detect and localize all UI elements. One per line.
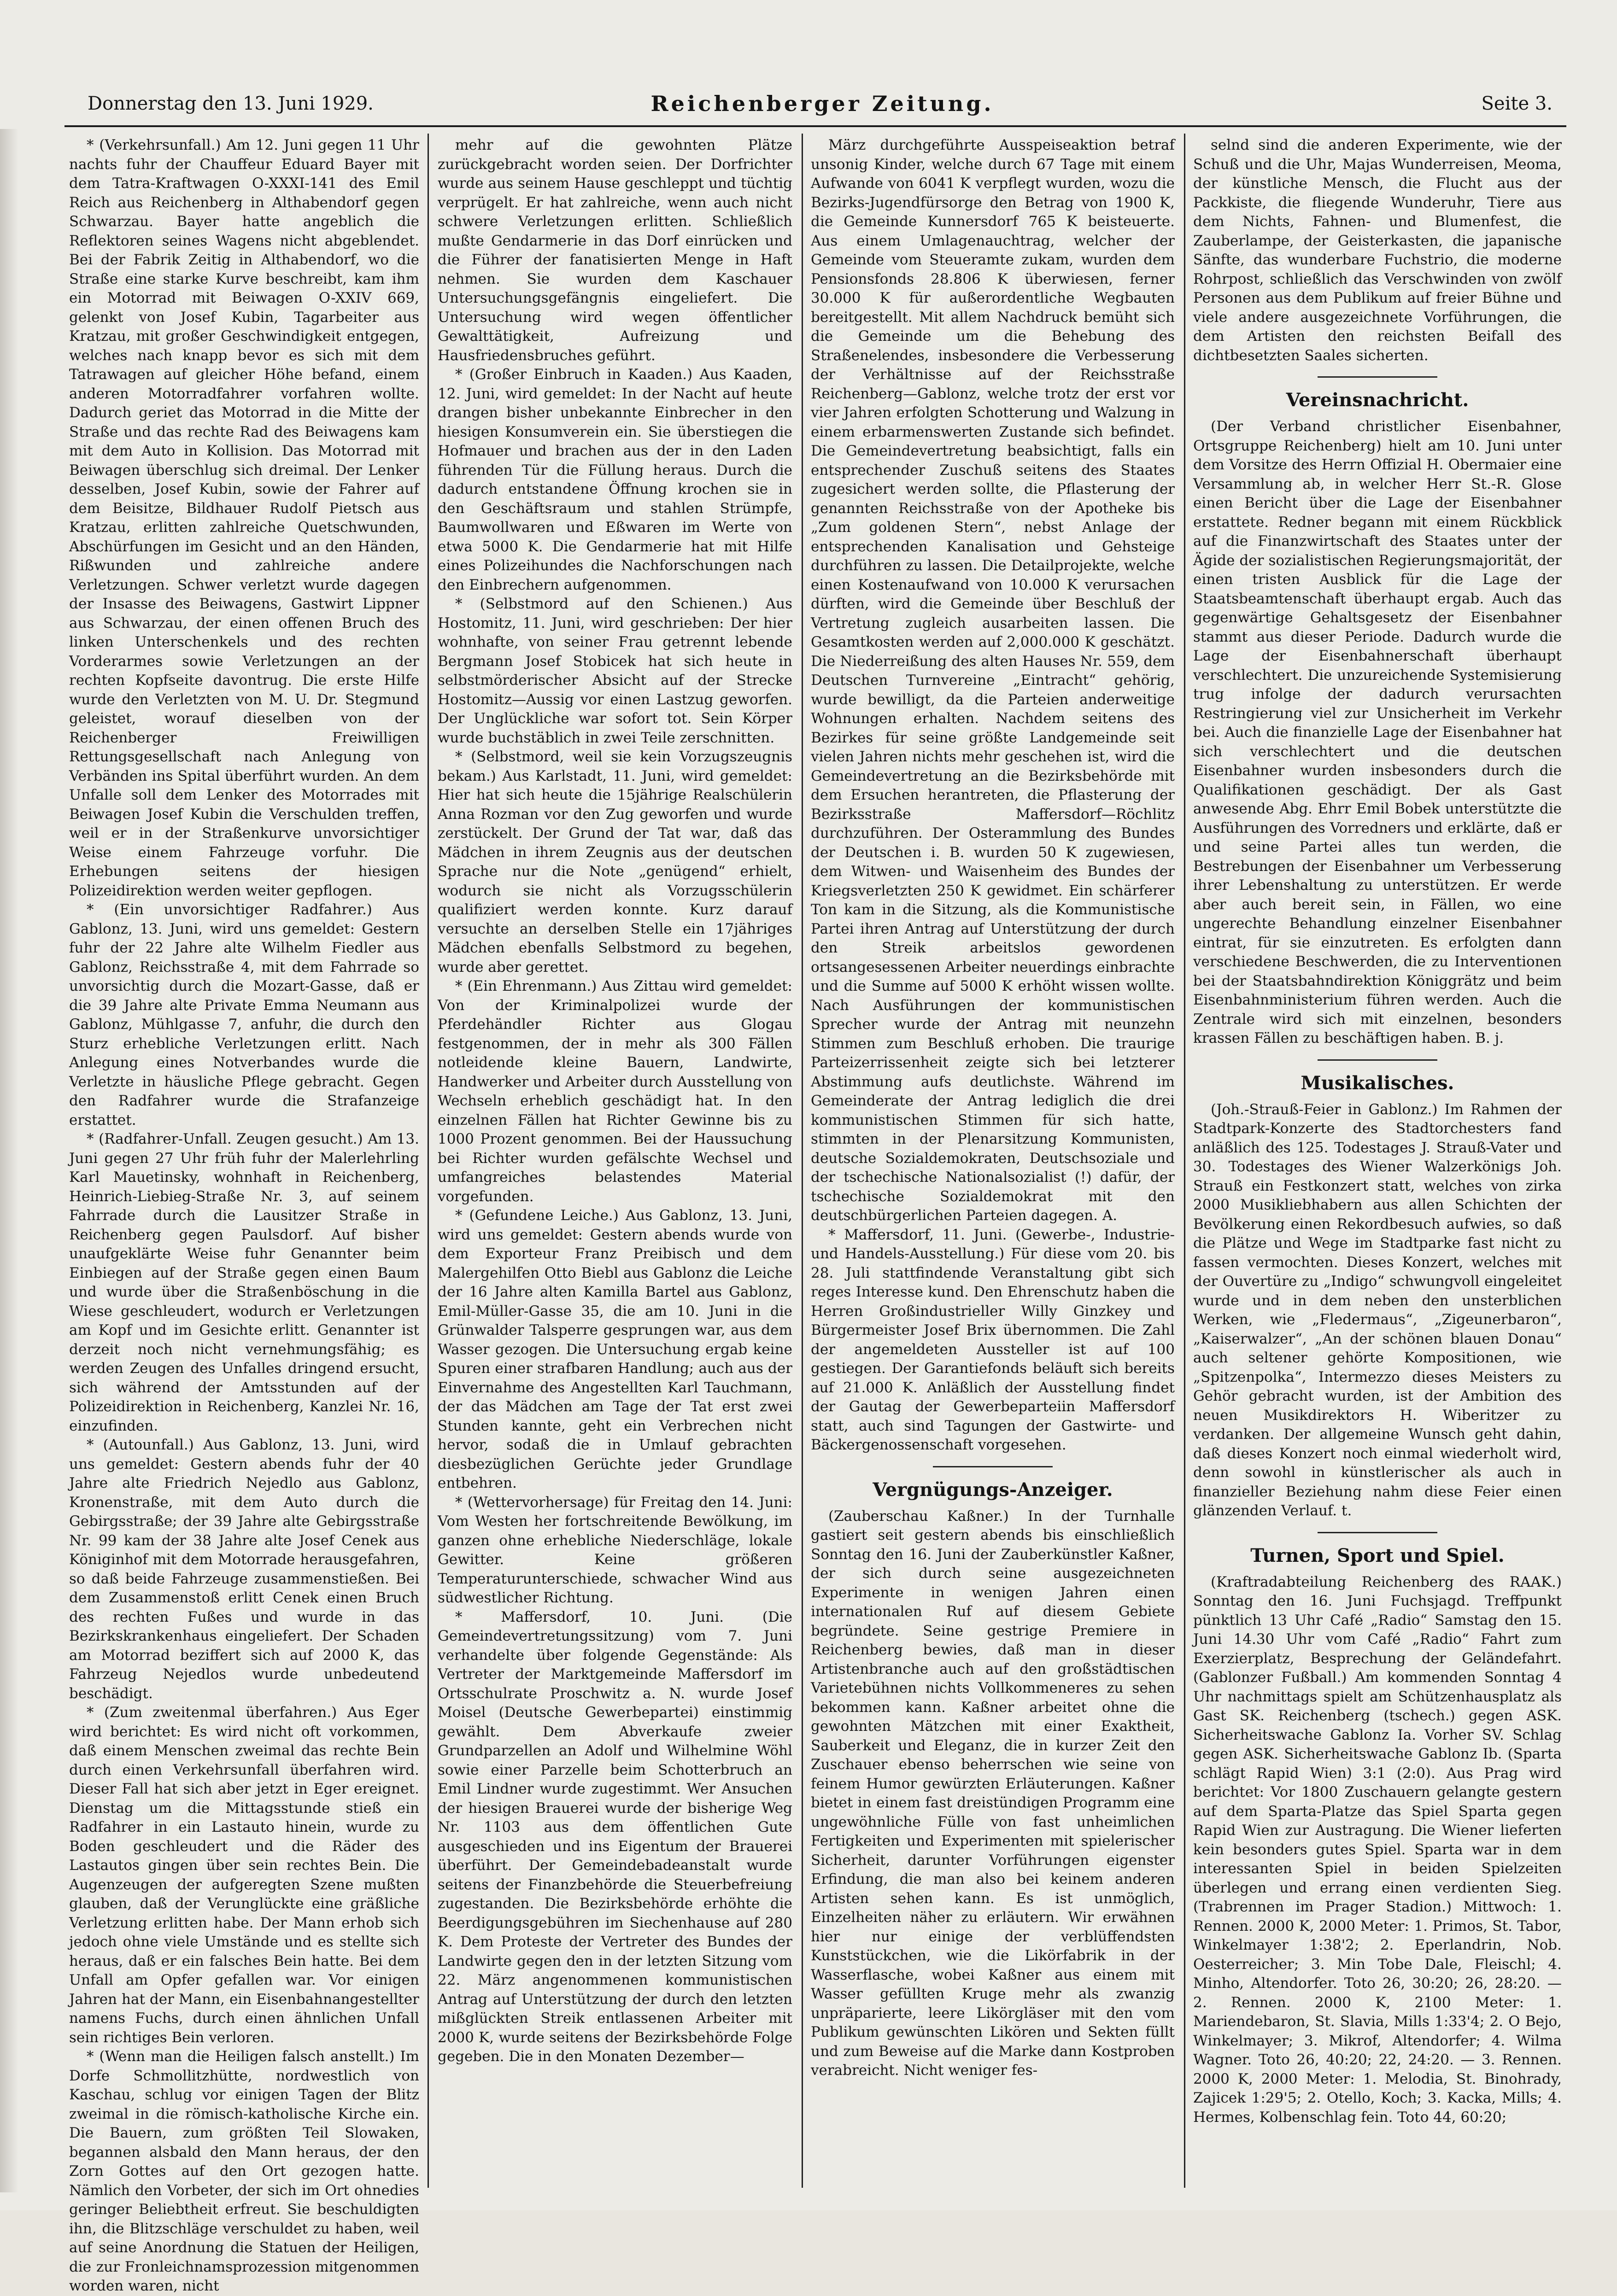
article: * (Zum zweitenmal überfahren.) Aus Eger wird berichtet: Es wird nicht oft vorkommen, daß einem Menschen zweimal das rechte Bein durch einen Verkehrsunfall überfahren wird. Dieser Fall hat sich aber jetzt in Eger ereignet. Dienstag um die Mittagsstunde stieß ein Radfahrer in ein Lastauto hinein, wurde zu Boden geschleudert und die Räder des Lastautos gingen über sein rechtes Bein. Die Augenzeugen der aufgeregten Szene mußten glauben, daß der Verunglückte eine gräßliche Verletzung erlitten habe. Der Mann erhob sich jedoch ohne viele Umstände und es stellte sich heraus, daß er ein falsches Bein hatte. Bei dem Unfall am Opfer gefallen war. Vor einigen Jahren hat der Mann, ein Eisenbahnangestellter namens Fuchs, durch einen ähnlichen Unfall sein richtiges Bein verloren. bbox=[69, 1704, 419, 2046]
header-date: Donnerstag den 13. Juni 1929. bbox=[88, 93, 374, 114]
article: * (Verkehrsunfall.) Am 12. Juni gegen 11 Uhr nachts fuhr der Chauffeur Eduard Bayer mit dem Tatra-Kraftwagen O-XXXI-141 des Emil Reich aus Reichenberg in Althabendorf gegen Schwarzau. Bayer hatte angeblich die Reflektoren seines Wagens nicht abgeblendet. Bei der Fabrik Zeitig in Althabendorf, wo die Straße eine starke Kurve beschreibt, kam ihm ein Motorrad mit Beiwagen O-XXIV 669, gelenkt von Josef Kubin, Tagarbeiter aus Kratzau, mit großer Geschwindigkeit entgegen, welches nach knapp bevor es sich mit dem Tatrawagen auf gleicher Höhe befand, einem anderen Motorradfahrer vorfahren wollte. Dadurch geriet das Motorrad in die Mitte der Straße und das rechte Rad des Beiwagens kam mit dem Auto in Kollision. Das Motorrad mit Beiwagen überschlug sich dreimal. Der Lenker desselben, Josef Kubin, sowie der Fahrer auf dem Beisitze, Bildhauer Rudolf Pietsch aus Kratzau, erlitten zahlreiche Quetschwunden, Abschürfungen im Gesicht und an den Händen, Rißwunden und zahlreiche andere Verletzungen. Schwer verletzt wurde dagegen der Insasse des Beiwagens, Gastwirt Lippner aus Schwarzau, der einen offenen Bruch des linken Unterschenkels und des rechten Vorderarmes sowie Verletzungen an der rechten Kopfseite davontrug. Die erste Hilfe wurde den Verletzten von M. U. Dr. Stegmund geleistet, worauf dieselben von der Reichenberger Freiwilligen Rettungsgesellschaft nach Anlegung von Verbänden ins Spital überführt wurden. An dem Unfalle soll dem Lenker des Motorrades mit Beiwagen Josef Kubin die Verschulden treffen, weil er in der Straßenkurve unvorsichtiger Weise einem Fahrzeuge vorfuhr. Die Erhebungen seitens der hiesigen Polizeidirektion werden weiter gepflogen. bbox=[69, 137, 419, 899]
article: * (Ein Ehrenmann.) Aus Zittau wird gemeldet: Von der Kriminalpolizei wurde der Pferdehändler Richter aus Glogau festgenommen, der in mehr als 300 Fällen notleidende kleine Bauern, Landwirte, Handwerker und Arbeiter durch Ausstellung von Wechseln erheblich geschädigt hat. In den einzelnen Fällen hat Richter Gewinne bis zu 1000 Prozent genommen. Bei der Haussuchung bei Richter wurden gefälschte Wechsel und umfangreiches belastendes Material vorgefunden. bbox=[438, 978, 792, 1205]
article: * (Wettervorhersage) für Freitag den 14. Juni: Vom Westen her fortschreitende Bewölkung, im ganzen ohne erhebliche Niederschläge, lokale Gewitter. Keine größeren Temperaturunterschiede, schwacher Wind aus südwestlicher Richtung. bbox=[438, 1494, 792, 1606]
column-divider bbox=[802, 134, 803, 2188]
section-rule bbox=[933, 1466, 1053, 1467]
section-title-turnen-sport-spiel: Turnen, Sport und Spiel. bbox=[1250, 1544, 1505, 1566]
article: * (Selbstmord auf den Schienen.) Aus Hostomitz, 11. Juni, wird geschrieben: Der hier wohnhafte, von seiner Frau getrennt lebende Bergmann Josef Stobicek hat sich heute in selbstmörderischer Absicht auf der Strecke Hostomitz—Aussig vor einen Lastzug geworfen. Der Unglückliche war sofort tot. Sein Körper wurde buchstäblich in zwei Teile zerschnitten. bbox=[438, 596, 792, 746]
section-title-vergnuegungs-anzeiger: Vergnügungs-Anzeiger. bbox=[873, 1478, 1113, 1501]
article: * (Selbstmord, weil sie kein Vorzugszeugnis bekam.) Aus Karlstadt, 11. Juni, wird gemeldet: Hier hat sich heute die 15jährige Realschülerin Anna Rozman vor den Zug geworfen und wurde zerstückelt. Der Grund der Tat war, daß das Mädchen in ihrem Zeugnis aus der deutschen Sprache nur die Note „genügend“ erhielt, wodurch sie nicht als Vorzugsschülerin qualifiziert werden konnte. Kurz darauf versuchte an derselben Stelle ein 17jähriges Mädchen ebenfalls Selbstmord zu begehen, wurde aber gerettet. bbox=[438, 748, 792, 976]
article: * (Gefundene Leiche.) Aus Gablonz, 13. Juni, wird uns gemeldet: Gestern abends wurde von dem Exporteur Franz Preibisch und dem Malergehilfen Otto Biebl aus Gablonz die Leiche der 16 Jahre alten Kamilla Bartel aus Gablonz, Emil-Müller-Gasse 35, die am 10. Juni in die Grünwalder Talsperre gesprungen war, aus dem Wasser gezogen. Die Untersuchung ergab keine Spuren einer strafbaren Handlung; auch aus der Einvernahme des Angestellten Karl Tauchmann, der das Mädchen am Tage der Tat erst zwei Stunden kannte, geht ein Verbrechen nicht hervor, sodaß die in Umlauf gebrachten diesbezüglichen Gerüchte jeder Grundlage entbehren. bbox=[438, 1207, 792, 1491]
column-divider bbox=[1184, 134, 1185, 2188]
article: (Kraftradabteilung Reichenberg des RAAK.) Sonntag den 16. Juni Fuchsjagd. Treffpunkt pünktlich 13 Uhr Café „Radio“ Samstag den 15. Juni 14.30 Uhr vom Café „Radio“ Fahrt zum Exerzierplatz, Besprechung der Geländefahrt. (Gablonzer Fußball.) Am kommenden Sonntag 4 Uhr nachmittags spielt am Schützenhausplatz als Gast SK. Reichenberg (tschech.) gegen ASK. Sicherheitswache Gablonz Ia. Vorher SV. Schlag gegen ASK. Sicherheitswache Gablonz Ib. (Sparta schlägt Rapid Wien) 3:1 (2:0). Aus Prag wird berichtet: Vor 1800 Zuschauern gelangte gestern auf dem Sparta-Platze das Spiel Sparta gegen Rapid Wien zur Austragung. Die Wiener lieferten kein besonders gutes Spiel. Sparta war in dem interessanten Spiel in beiden Spielzeiten überlegen und errang einen verdienten Sieg. (Trabrennen im Prager Stadion.) Mittwoch: 1. Rennen. 2000 K, 2000 Meter: 1. Primos, St. Tabor, Winkelmayer 1:38'2; 2. Eperlandrin, Nob. Oesterreicher; 3. Min Tobe Dale, Fleischl; 4. Minho, Altendorfer. Toto 26, 30:20; 26, 28:20. — 2. Rennen. 2000 K, 2100 Meter: 1. Mariendebaron, St. Slavia, Mills 1:33'4; 2. O Bejo, Winkelmayer; 3. Mikrof, Altendorfer; 4. Wilma Wagner. Toto 26, 40:20; 22, 24:20. — 3. Rennen. 2000 K, 2000 Meter: 1. Melodia, St. Binohrady, Zajicek 1:29'5; 2. Otello, Koch; 3. Kacka, Mills; 4. Hermes, Kolbenschlag fein. Toto 44, 60:20; bbox=[1193, 1573, 1562, 2126]
section-title-musikalisches: Musikalisches. bbox=[1301, 1072, 1454, 1094]
article: * (Großer Einbruch in Kaaden.) Aus Kaaden, 12. Juni, wird gemeldet: In der Nacht auf heute drangen bisher unbekannte Einbrecher in den hiesigen Konsumverein ein. Sie überstiegen die Hofmauer und brachen aus der in den Laden führenden Tür die Füllung heraus. Durch die dadurch entstandene Öffnung krochen sie in den Geschäftsraum und stahlen Strümpfe, Baumwollwaren und Eßwaren im Werte von etwa 5000 K. Die Gendarmerie hat mit Hilfe eines Polizeihundes die Nachforschungen nach den Einbrechern aufgenommen. bbox=[438, 366, 792, 593]
column-4 bbox=[1193, 136, 1562, 2185]
binding-edge bbox=[0, 129, 18, 2192]
article: selnd sind die anderen Experimente, wie der Schuß und die Uhr, Majas Wunderreisen, Meoma, der künstliche Mensch, die Flucht aus der Packkiste, die fliegende Wunderuhr, Tiere aus dem Nichts, Fahnen- und Blumenfest, die Zauberlampe, der Geisterkasten, die japanische Sänfte, das wunderbare Fuchstrio, die moderne Rohrpost, schließlich das Verschwinden von zwölf Personen aus dem Publikum auf freier Bühne und viele andere ausgezeichnete Vorführungen, die dem Artisten den reichsten Beifall des dichtbesetzten Saales sicherten. bbox=[1193, 137, 1562, 364]
article: (Joh.-Strauß-Feier in Gablonz.) Im Rahmen der Stadtpark-Konzerte des Stadtorchesters fand anläßlich des 125. Todestages J. Strauß-Vater und 30. Todestages des Wiener Walzerkönigs Joh. Strauß ein Festkonzert statt, welches von zirka 2000 Musikliebhabern aus allen Schichten der Bevölkerung einen Rekordbesuch aufwies, so daß die Plätze und Wege im Stadtparke fast nicht zu fassen vermochten. Dieses Konzert, welches mit der Ouvertüre zu „Indigo“ schwungvoll eingeleitet wurde und in dem neben den unsterblichen Werken, wie „Fledermaus“, „Zigeunerbaron“, „Kaiserwalzer“, „An der schönen blauen Donau“ auch seltener gehörte Kompositionen, wie „Spitzenpolka“, Intermezzo dieses Meisters zu Gehör gebracht wurden, ist der Ambition des neuen Musikdirektors H. Wiberitzer zu verdanken. Der allgemeine Wunsch geht dahin, daß dieses Konzert noch einmal wiederholt wird, denn sowohl in künstlerischer als auch in finanzieller Beziehung nahm diese Feier einen glänzenden Verlauf. t. bbox=[1193, 1101, 1562, 1519]
masthead: Reichenberger Zeitung. bbox=[650, 91, 994, 116]
section-rule bbox=[1318, 1059, 1437, 1061]
section-rule bbox=[1318, 376, 1437, 378]
article: März durchgeführte Ausspeiseaktion betraf unsonig Kinder, welche durch 67 Tage mit einem Aufwande von 6041 K verpflegt wurden, wozu die Bezirks-Jugendfürsorge den Betrag von 1900 K, die Gemeinde Kunnersdorf 765 K beisteuerte. Aus einem Umlagenauchtrag, welcher der Gemeinde vom Steueramte zukam, wurden dem Pensionsfonds 28.806 K überwiesen, ferner 30.000 K für außerordentliche Wegbauten bereitgestellt. Mit allem Nachdruck bemüht sich die Gemeinde um die Behebung des Straßenelendes, insbesondere die Verbesserung der Verhältnisse auf der Reichsstraße Reichenberg—Gablonz, welche trotz der erst vor vier Jahren erfolgten Schotterung und Walzung in einem erbarmenswerten Zustande sich befindet. Die Gemeindevertretung beabsichtigt, falls ein entsprechender Zuschuß seitens des Staates zugesichert werden sollte, die Pflasterung der genannten Reichsstraße von der Apotheke bis „Zum goldenen Stern“, nebst Anlage der entsprechenden Kanalisation und Gehsteige durchführen zu lassen. Die Detailprojekte, welche einen Kostenaufwand von 10.000 K verursachen dürften, wird die Gemeinde über Beschluß der Vertretung zugleich ausarbeiten lassen. Die Gesamtkosten werden auf 2,000.000 K geschätzt. Die Niederreißung des alten Hauses Nr. 559, dem Deutschen Turnvereine „Eintracht“ gehörig, wurde bewilligt, da die Parteien anderweitige Wohnungen erhalten. Nachdem seitens des Bezirkes für seine größte Landgemeinde seit vielen Jahren nichts mehr geschehen ist, wird die Gemeindevertretung an die Bezirksbehörde mit dem Ersuchen herantreten, die Pflasterung der Bezirksstraße Maffersdorf—Röchlitz durchzuführen. Der Osterammlung des Bundes der Deutschen i. B. wurden 50 K zugewiesen, dem Witwen- und Waisenheim des Bundes der Kriegsverletzten 250 K gewidmet. Ein schärferer Ton kam in die Sitzung, als die Kommunistische Partei ihren Antrag auf Unterstützung der durch den Streik arbeitslos gewordenen ortsangesessenen Arbeiter neuerdings einbrachte und die Summe auf 5000 K erhöht wissen wollte. Nach Ausführungen der kommunistischen Sprecher wurde der Antrag mit neunzehn Stimmen zum Beschluß erhoben. Die traurige Parteizerrissenheit zeigte sich bei letzterer Abstimmung aufs deutlichste. Während im Gemeinderate der Antrag lediglich die drei kommunistischen Stimmen für sich hatte, stimmten in der Plenarsitzung Kommunisten, deutsche Sozialdemokraten, Deutschsoziale und der tschechische Nationalsozialist (!) dafür, der tschechische Sozialdemokrat mit den deutschbürgerlichen Parteien dagegen. A. bbox=[811, 137, 1175, 1224]
section-rule bbox=[1318, 1532, 1437, 1533]
section-title-vereinsnachricht: Vereinsnachricht. bbox=[1286, 389, 1469, 411]
article: * Maffersdorf, 11. Juni. (Gewerbe-, Industrie- und Handels-Ausstellung.) Für diese vom 20. bis 28. Juli stattfindende Veranstaltung gibt sich reges Interesse kund. Den Ehrenschutz haben die Herren Großindustrieller Willy Ginzkey und Bürgermeister Josef Brix übernommen. Die Zahl der angemeldeten Aussteller ist auf 100 gestiegen. Der Garantiefonds beläuft sich bereits auf 21.000 K. Anläßlich der Ausstellung findet der Gautag der Gewerbeparteiin Maffersdorf statt, auch sind Tagungen der Gastwirte- und Bäckergenossenschaft vorgesehen. bbox=[811, 1226, 1175, 1453]
column-3 bbox=[811, 136, 1175, 2185]
article: * (Wenn man die Heiligen falsch anstellt.) Im Dorfe Schmollitzhütte, nordwestlich von Kaschau, schlug vor einigen Tagen der Blitz zweimal in die römisch-katholische Kirche ein. Die Bauern, zum größten Teil Slowaken, begannen alsbald den Mann heraus, der den Zorn Gottes auf den Ort gezogen hatte. Nämlich den Vorbeter, der sich im Ort ohnedies geringer Beliebtheit erfreut. Sie beschuldigten ihn, die Blitzschläge verschuldet zu haben, weil auf seine Anordnung die Statuen der Heiligen, die zur Fronleichnamsprozession mitgenommen worden waren, nicht bbox=[69, 2048, 419, 2294]
article: * (Ein unvorsichtiger Radfahrer.) Aus Gablonz, 13. Juni, wird uns gemeldet: Gestern fuhr der 22 Jahre alte Wilhelm Fiedler aus Gablonz, Reichsstraße 4, mit dem Fahrrade so unvorsichtig durch die Mozart-Gasse, daß er die 39 Jahre alte Private Emma Neumann aus Gablonz, Mühlgasse 7, anfuhr, die durch den Sturz erhebliche Verletzungen erlitt. Nach Anlegung eines Notverbandes wurde die Verletzte in häusliche Pflege gebracht. Gegen den Radfahrer wurde die Strafanzeige erstattet. bbox=[69, 901, 419, 1128]
page-number: Seite 3. bbox=[1481, 93, 1553, 114]
article: (Der Verband christlicher Eisenbahner, Ortsgruppe Reichenberg) hielt am 10. Juni unter dem Vorsitze des Herrn Offizial H. Obermaier eine Versammlung ab, in welcher Herr St.-R. Glose einen Bericht über die Lage der Eisenbahner erstattete. Redner begann mit einem Rückblick auf die Finanzwirtschaft des Staates unter der Ägide der sozialistischen Regierungsmajorität, der einen tristen Ausblick für die Lage der Staatsbeamtenschaft überhaupt ergab. Auch das gegenwärtige Gehaltsgesetz der Eisenbahner stammt aus dieser Periode. Dadurch wurde die Lage der Eisenbahnerschaft überhaupt verschlechtert. Die unzureichende Systemisierung trug infolge der dadurch verursachten Restringierung viel zur Unsicherheit im Verkehr bei. Auch die finanzielle Lage der Eisenbahner hat sich verschlechtert und die deutschen Eisenbahner wurden insbesonders durch die Qualifikationen geschädigt. Der als Gast anwesende Abg. Ehrr Emil Bobek unterstützte die Ausführungen des Vorredners und erklärte, daß er und seine Partei alles tun werden, die Bestrebungen der Eisenbahner um Verbesserung ihrer Lebenshaltung zu unterstützen. Er werde aber auch bereit sein, in Fällen, wo eine ungerechte Behandlung einzelner Eisenbahner eintrat, für sie einzutreten. Es erfolgten dann verschiedene Beschwerden, die zu Interventionen bei der Staatsbahndirektion Königgrätz und beim Eisenbahnministerium führen werden. Auch die Zentrale wird sich mit einzelnen, besonders krassen Fällen zu beschäftigen haben. B. j. bbox=[1193, 418, 1562, 1046]
column-2 bbox=[438, 136, 792, 2185]
header-rule bbox=[64, 125, 1566, 127]
column-divider bbox=[428, 134, 429, 2188]
article: * Maffersdorf, 10. Juni. (Die Gemeindevertretungssitzung) vom 7. Juni verhandelte über folgende Gegenstände: Als Vertreter der Marktgemeinde Maffersdorf im Ortsschulrate Proschwitz a. N. wurde Josef Moisel (Deutsche Gewerbepartei) einstimmig gewählt. Dem Abverkaufe zweier Grundparzellen an Adolf und Wilhelmine Wöhl sowie einer Parzelle beim Schotterbruch an Emil Lindner wurde zugestimmt. Wer Ansuchen der hiesigen Brauerei wurde der bisherige Weg Nr. 1103 aus dem öffentlichen Gute ausgeschieden und ins Eigentum der Brauerei überführt. Der Gemeindebadeanstalt wurde seitens der Finanzbehörde die Steuerbefreiung zugestanden. Die Bezirksbehörde erhöhte die Beerdigungsgebühren im Siechenhause auf 280 K. Dem Proteste der Vertreter des Bundes der Landwirte gegen den in der letzten Sitzung vom 22. März angenommenen kommunistischen Antrag auf Unterstützung der durch den letzten mißglückten Streik entlassenen Arbeiter mit 2000 K, wurde seitens der Bezirksbehörde Folge gegeben. Die in den Monaten Dezember— bbox=[438, 1608, 792, 2065]
article: mehr auf die gewohnten Plätze zurückgebracht worden seien. Der Dorfrichter wurde aus seinem Hause geschleppt und tüchtig verprügelt. Er hat zahlreiche, wenn auch nicht schwere Verletzungen erlitten. Schließlich mußte Gendarmerie in das Dorf einrücken und die Führer der fanatisierten Menge in Haft nehmen. Sie wurden dem Kaschauer Untersuchungsgefängnis eingeliefert. Die Untersuchung wird wegen öffentlicher Gewalttätigkeit, Aufreizung und Hausfriedensbruches geführt. bbox=[438, 137, 792, 364]
page-header bbox=[83, 88, 1562, 120]
article: (Zauberschau Kaßner.) In der Turnhalle gastiert seit gestern abends bis einschließlich Sonntag den 16. Juni der Zauberkünstler Kaßner, der sich durch seine ausgezeichneten Experimente in wenigen Jahren einen internationalen Ruf auf diesem Gebiete begründete. Seine gestrige Premiere in Reichenberg bewies, daß man in dieser Artistenbranche auch auf den großstädtischen Varietebühnen nichts Vollkommeneres zu sehen bekommen kann. Kaßner arbeitet ohne die gewohnten Mätzchen mit einer Exaktheit, Sauberkeit und Eleganz, die in kurzer Zeit den Zuschauer ebenso beherrschen wie seine von feinem Humor gewürzten Erläuterungen. Kaßner bietet in einem fast dreistündigen Programm eine ungewöhnliche Fülle von fast unheimlichen Fertigkeiten und Experimenten mit spielerischer Sicherheit, darunter Vorführungen eigenster Erfindung, die man also bei keinem anderen Artisten sehen kann. Es ist unmöglich, Einzelheiten näher zu erläutern. Wir erwähnen hier nur einige der verblüffendsten Kunststückchen, wie die Likörfabrik in der Wasserflasche, wobei Kaßner aus einem mit Wasser gefüllten Kruge mehr als zwanzig unpräparierte, leere Likörgläser mit den vom Publikum gewünschten Likören und Sekten füllt und zum Beweise auf die Marke dann Kostproben verabreicht. Nicht weniger fes- bbox=[811, 1507, 1175, 2079]
article: * (Autounfall.) Aus Gablonz, 13. Juni, wird uns gemeldet: Gestern abends fuhr der 40 Jahre alte Friedrich Nejedlo aus Gablonz, Kronenstraße, mit dem Auto durch die Gebirgsstraße; der 39 Jahre alte Gebirgsstraße Nr. 99 kam der 38 Jahre alte Josef Cenek aus Königinhof mit dem Motorrade herausgefahren, so daß beide Fahrzeuge zusammenstießen. Bei dem Zusammenstoß erlitt Cenek einen Bruch des rechten Fußes und wurde in das Bezirkskrankenhaus eingeliefert. Der Schaden am Motorrad beziffert sich auf 2000 K, das Fahrzeug Nejedlos wurde unbedeutend beschädigt. bbox=[69, 1437, 419, 1702]
article: * (Radfahrer-Unfall. Zeugen gesucht.) Am 13. Juni gegen 27 Uhr früh fuhr der Malerlehrling Karl Mauetinsky, wohnhaft in Reichenberg, Heinrich-Liebieg-Straße Nr. 3, auf seinem Fahrrade durch die Lausitzer Straße in Reichenberg gegen Paulsdorf. Auf bisher unaufgeklärte Weise fuhr Genannter beim Einbiegen auf der Straße gegen einen Baum und wurde über die Straßenböschung in die Wiese geschleudert, wodurch er Verletzungen am Kopf und im Gesichte erlitt. Genannter ist derzeit noch nicht vernehmungsfähig; es werden Zeugen des Unfalles dringend ersucht, sich während der Amtsstunden auf der Polizeidirektion in Reichenberg, Kanzlei Nr. 16, einzufinden. bbox=[69, 1131, 419, 1434]
column-1 bbox=[69, 136, 419, 2294]
